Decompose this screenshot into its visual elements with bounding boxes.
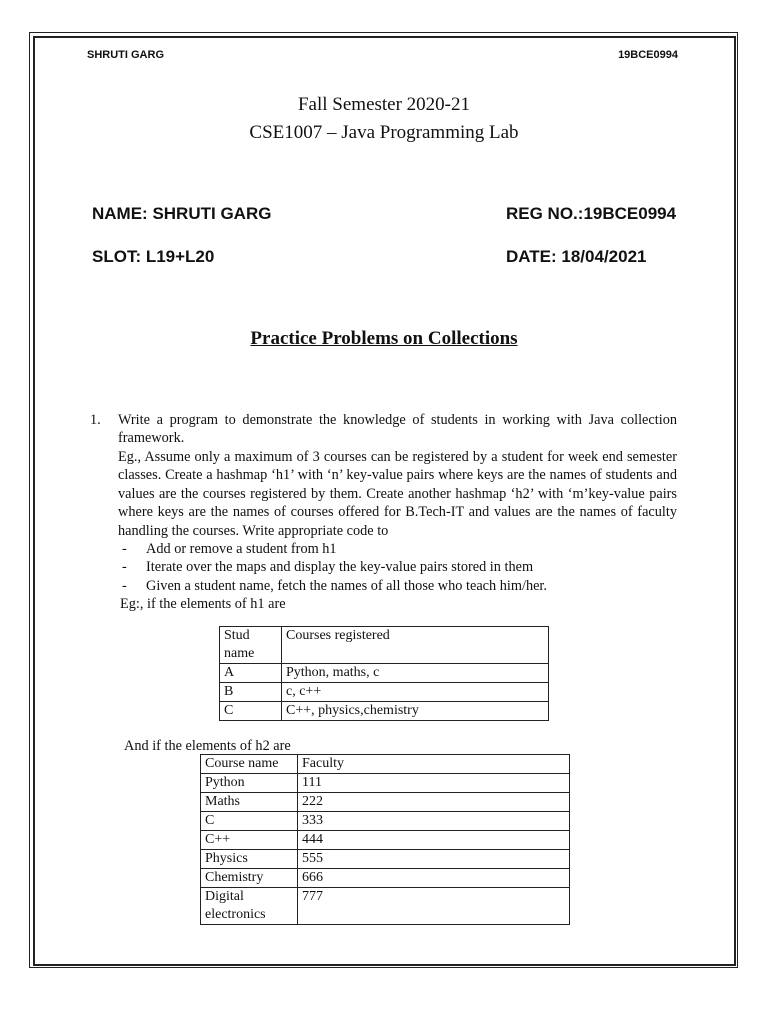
- question-intro: Write a program to demonstrate the knowledge of students in working with Java collection framework.: [118, 412, 677, 447]
- table-row: C C++, physics,chemistry: [220, 702, 549, 721]
- table-header: Stud name: [220, 627, 282, 664]
- title-course: CSE1007 – Java Programming Lab: [249, 122, 519, 143]
- date: DATE: 18/04/2021: [506, 247, 647, 266]
- table-row: Physics 555: [201, 850, 570, 869]
- table-row: A Python, maths, c: [220, 664, 549, 683]
- h2-example-label: And if the elements of h2 are: [124, 738, 291, 754]
- bullet-item: - Iterate over the maps and display the key-value pairs stored in them: [122, 559, 534, 576]
- table-header: Courses registered: [282, 627, 549, 664]
- h2-table: [200, 754, 570, 925]
- table-row: C 333: [201, 812, 570, 831]
- h1-example-label: Eg:, if the elements of h1 are: [120, 596, 286, 612]
- title-semester: Fall Semester 2020-21: [297, 94, 471, 115]
- header-reg: 19BCE0994: [618, 49, 678, 61]
- question-body: Eg., Assume only a maximum of 3 courses can be registered by a student for week end semester classes. Create a hashmap ‘h1’ with ‘n’ key-value pairs where keys are the names of students and values are the courses registered by them. Create another hashmap ‘h2’ with ‘m’key-value pairs where keys are the names of courses offered for B.Tech-IT and values are the names of faculty handling the courses. Write appropriate code to: [118, 449, 677, 539]
- student-name: NAME: SHRUTI GARG: [92, 204, 272, 223]
- section-heading: Practice Problems on Collections: [250, 328, 518, 349]
- table-row: Python 111: [201, 774, 570, 793]
- reg-number: REG NO.:19BCE0994: [506, 204, 677, 223]
- table-header: Course name: [201, 755, 298, 774]
- table-row: B c, c++: [220, 683, 549, 702]
- table-row: Chemistry 666: [201, 869, 570, 888]
- table-row: Digital electronics 777: [201, 888, 570, 925]
- question-number: 1.: [90, 412, 101, 428]
- table-header: Faculty: [298, 755, 570, 774]
- header-name: SHRUTI GARG: [87, 49, 164, 61]
- table-row: C++ 444: [201, 831, 570, 850]
- h1-table: [219, 626, 549, 721]
- bullet-list: [122, 540, 547, 595]
- bullet-item: - Add or remove a student from h1: [122, 541, 337, 557]
- bullet-item: - Given a student name, fetch the names of all those who teach him/her.: [122, 577, 547, 594]
- table-row: Maths 222: [201, 793, 570, 812]
- slot: SLOT: L19+L20: [92, 247, 215, 266]
